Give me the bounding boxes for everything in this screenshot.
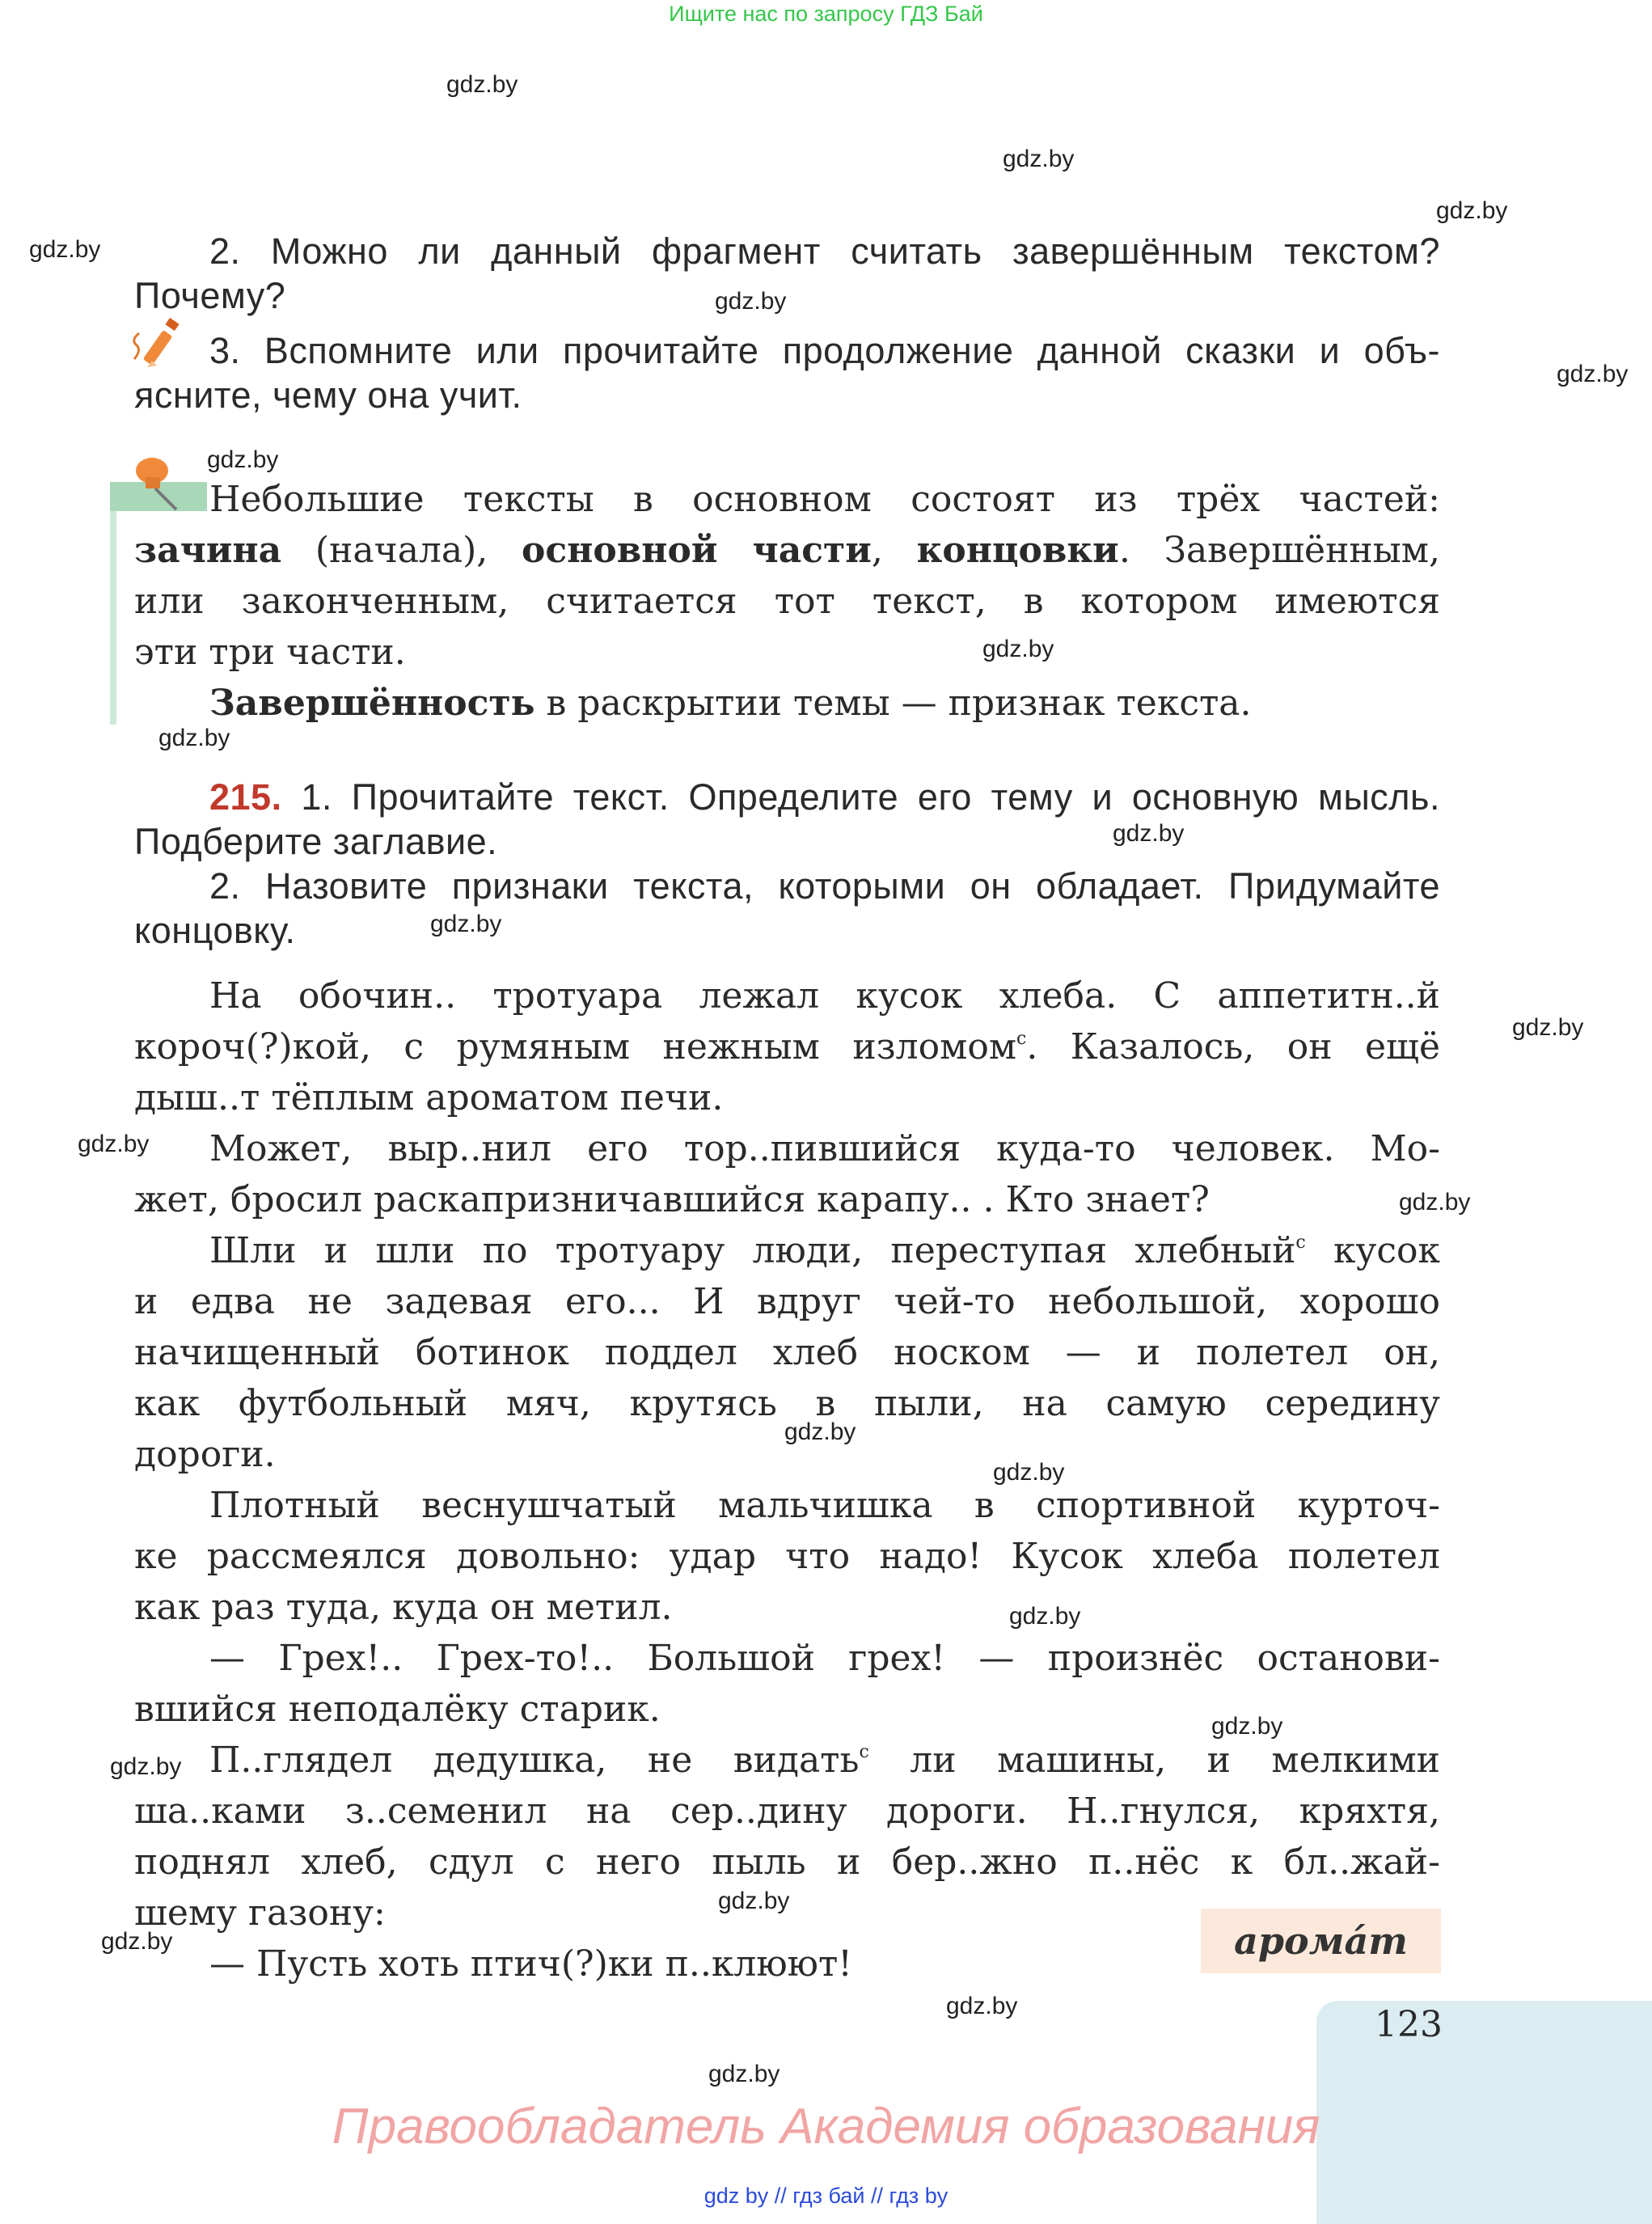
watermark: gdz.by [110,1753,182,1780]
story-line [134,1021,1440,1072]
watermark: gdz.by [1436,197,1508,224]
story-line: и едва не задевая его... И вдруг чей-то небольшой, хорошо [134,1281,1440,1322]
watermark: gdz.by [946,1993,1018,2019]
story-line [134,1225,1440,1276]
story-line: Плотный веснушчатый мальчишка в спортивной курточ- [209,1485,1440,1526]
vocabulary-word: аромáт [1201,1909,1441,1973]
term-main-part: основной части [522,530,872,571]
watermark: gdz.by [446,71,518,98]
rule-line: или законченным, считается тот текст, в котором имеются [134,581,1440,622]
question-3-line: 3. Вспомните или прочитайте продолжение данной сказки и объ- [209,330,1440,371]
rule-text-fragment: (начала), [281,530,522,571]
watermark: gdz.by [1009,1603,1081,1630]
story-line: дороги. [134,1434,276,1475]
watermark: gdz.by [1003,146,1075,172]
exercise-text: 1. Прочитайте текст. Определите его тему и основную мысль. [281,776,1440,818]
story-fragment: кусок [1305,1230,1440,1271]
story-line: вшийся неподалёку старик. [134,1689,661,1730]
story-line: ке рассмеялся довольно: удар что надо! Кусок хлеба полетел [134,1536,1440,1577]
story-line: — Пусть хоть птич(?)ки п..клюют! [209,1943,852,1985]
exercise-number: 215. [209,776,282,818]
story-text [134,970,1440,1989]
rule-sidebar [110,482,116,725]
watermark: gdz.by [993,1459,1065,1486]
story-fragment: ли машины, и мелкими [868,1740,1440,1781]
exercise-line [134,775,1440,819]
question-3 [134,328,1440,417]
story-line: начищенный ботинок поддел хлеб носком — и полетел он, [134,1332,1440,1373]
exercise-line: Подберите заглавие. [134,821,498,862]
story-fragment: . Казалось, он ещё [1026,1026,1440,1068]
rule-text-fragment: . Завершённым, [1118,530,1440,571]
story-line: как раз туда, куда он метил. [134,1587,673,1628]
copyright-notice: Правообладатель Академия образования [332,2099,1320,2154]
rule-line: Небольшие тексты в основном состоят из трёх частей: [209,479,1440,520]
story-line: На обочин.. тротуара лежал кусок хлеба. С аппетитн..й [209,975,1440,1017]
term-ending: концовки [916,530,1119,571]
question-2-line: 2. Можно ли данный фрагмент считать завершённым текстом? [209,230,1440,272]
story-line: жет, бросил раскапризничавшийся карапу.. . Кто знает? [134,1179,1210,1220]
story-line: шему газону: [134,1892,386,1934]
rule-line [134,525,1440,576]
stress-mark: с [859,1742,869,1762]
stress-mark: с [1016,1029,1027,1049]
story-fragment: П..глядел дедушка, не видать [209,1740,860,1781]
story-line: Может, выр..нил его тор..пившийся куда-то человек. Мо- [209,1128,1440,1169]
exercise-line: 2. Назовите признаки текста, которыми он обладает. Придумайте [209,865,1440,907]
watermark: gdz.by [718,1888,790,1914]
watermark: gdz.by [29,236,101,263]
watermark: gdz.by [1211,1713,1283,1740]
rule-text-fragment: в раскрытии темы — признак текста. [534,683,1252,724]
story-line: ша..ками з..семенил на сер..дину дороги. Н..гнулся, кряхтя, [134,1791,1440,1832]
term-completeness: Завершённость [209,683,535,724]
watermark: gdz.by [1113,820,1185,847]
term-zachin: зачина [134,530,282,571]
footer-links: gdz by // гдз бай // гдз by [703,2184,949,2208]
question-3-line: ясните, чему она учит. [134,374,522,416]
watermark: gdz.by [715,288,787,315]
watermark: gdz.by [430,911,502,937]
rule-line [134,678,1440,729]
watermark: gdz.by [708,2061,780,2087]
story-line: — Грех!.. Грех-то!.. Большой грех! — произнёс останови- [209,1638,1440,1679]
story-fragment: Шли и шли по тротуару люди, переступая хлебный [209,1230,1296,1271]
watermark: gdz.by [78,1131,150,1157]
question-2 [134,229,1440,318]
stress-mark: с [1295,1233,1306,1253]
watermark: gdz.by [158,725,230,751]
search-banner: Ищите нас по запросу ГДЗ Бай [669,2,983,26]
watermark: gdz.by [1512,1014,1584,1041]
watermark: gdz.by [982,636,1054,662]
story-line: как футбольный мяч, крутясь в пыли, на самую середину [134,1383,1440,1424]
story-line: поднял хлеб, сдул с него пыль и бер..жно п..нёс к бл..жай- [134,1841,1440,1883]
watermark: gdz.by [1557,361,1629,387]
watermark: gdz.by [784,1419,856,1445]
rule-text-fragment: , [871,530,917,571]
story-fragment: короч(?)кой, с румяным нежным изломом [134,1026,1017,1068]
page-number: 123 [1375,2004,1443,2045]
watermark: gdz.by [207,446,279,473]
exercise-line: концовку. [134,910,296,951]
watermark: gdz.by [101,1928,173,1955]
story-line [134,1735,1440,1786]
exercise-215 [134,775,1440,953]
watermark: gdz.by [1399,1189,1471,1216]
question-2-line: Почему? [134,275,286,316]
rule-line: эти три части. [134,632,406,673]
rule-text [134,474,1440,729]
story-line: дыш..т тёплым ароматом печи. [134,1077,724,1118]
